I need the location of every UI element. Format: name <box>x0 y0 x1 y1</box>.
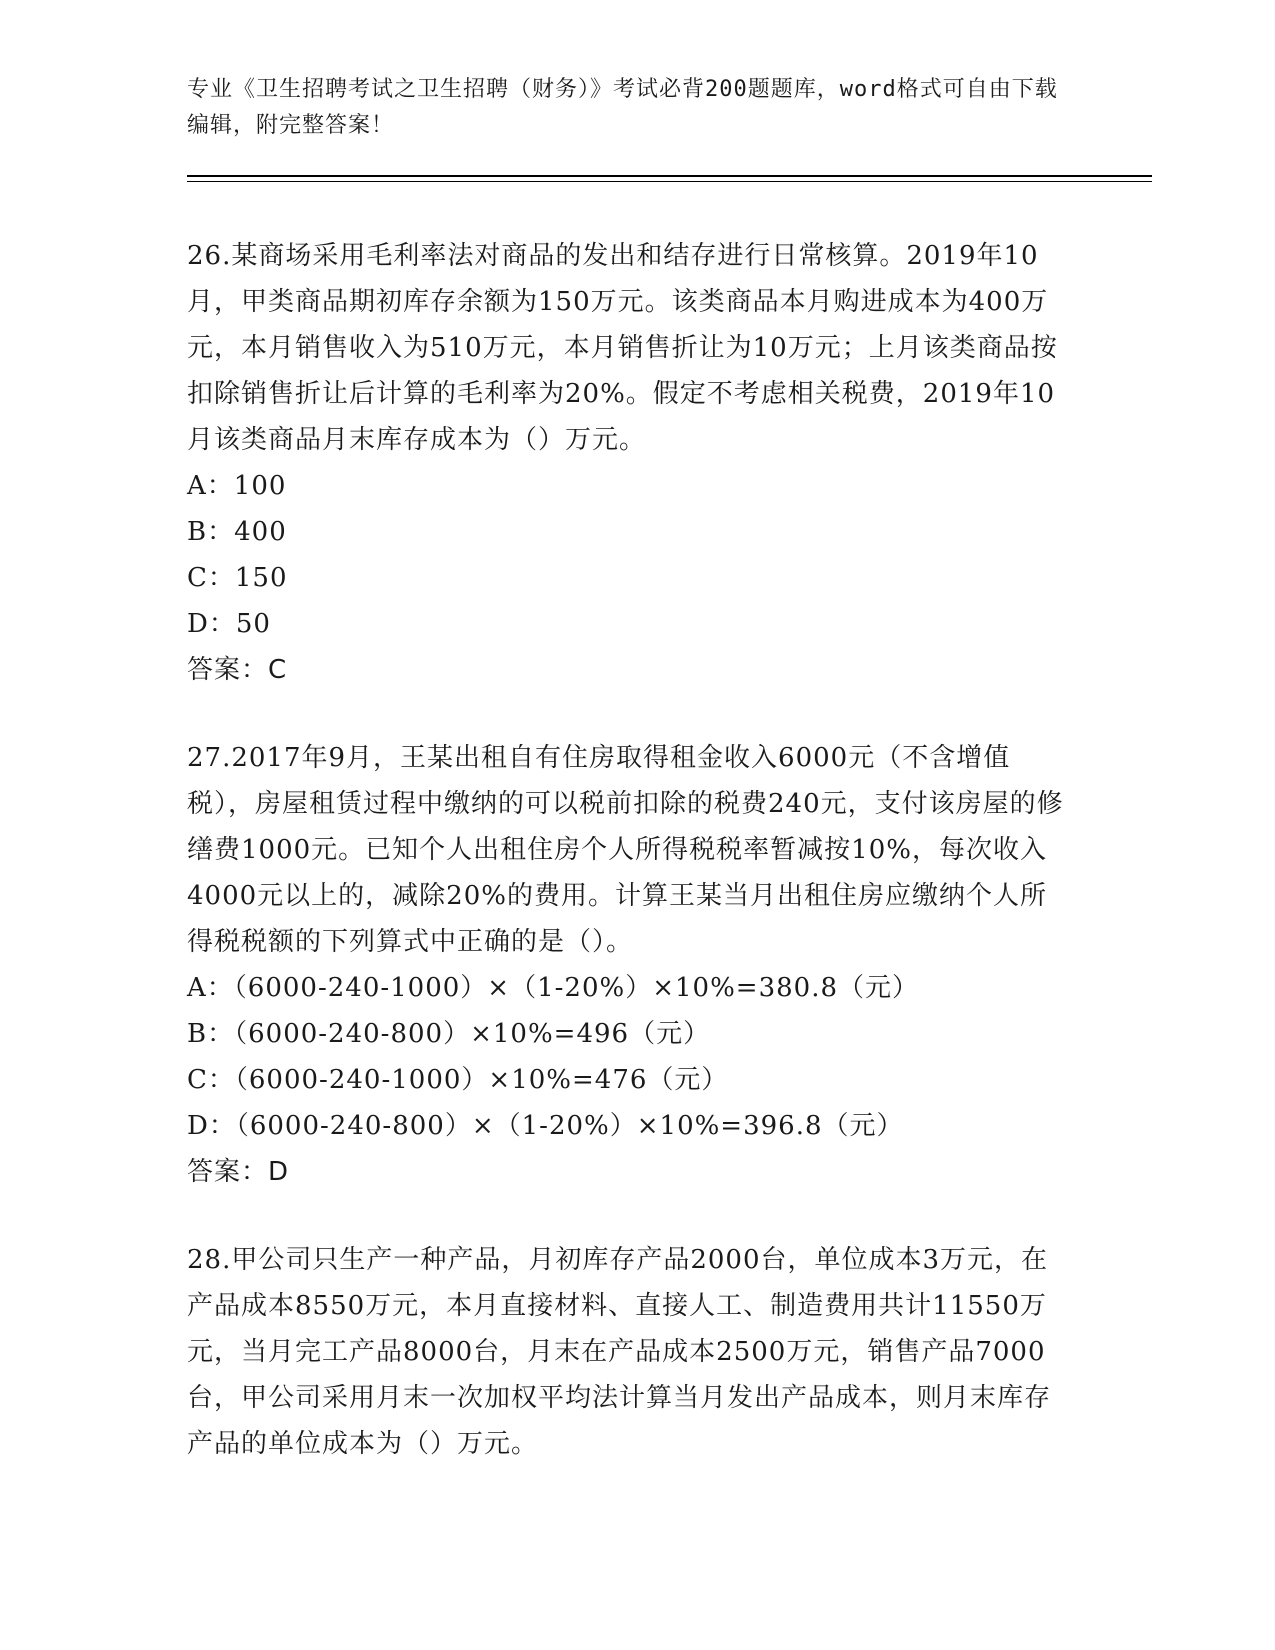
option-b: B：400 <box>187 517 287 547</box>
question-stem: 27.2017年9月，王某出租自有住房取得租金收入6000元（不含增值税），房屋租赁过程中缴纳的可以税前扣除的税费240元，支付该房屋的修缮费1000元。已知个人出租住房个人所得税税率暂减按10%，每次收入4000元以上的，减除20%的费用。计算王某当月出租住房应缴纳个人所得税税额的下列算式中正确的是（）。 <box>187 743 1064 957</box>
option-d: D：50 <box>187 609 271 639</box>
option-b: B：（6000-240-800）×10%=496（元） <box>187 1019 711 1049</box>
option-c: C：150 <box>187 563 288 593</box>
question-27 <box>187 735 1072 1195</box>
header-rule-thin <box>187 181 1152 182</box>
answer: 答案：C <box>187 655 288 685</box>
header-rule <box>187 175 1152 177</box>
answer: 答案：D <box>187 1157 290 1187</box>
option-a: A：（6000-240-1000）×（1-20%）×10%=380.8（元） <box>187 973 920 1003</box>
option-c: C：（6000-240-1000）×10%=476（元） <box>187 1065 729 1095</box>
question-28 <box>187 1237 1072 1467</box>
question-stem: 26.某商场采用毛利率法对商品的发出和结存进行日常核算。2019年10月，甲类商品期初库存余额为150万元。该类商品本月购进成本为400万元，本月销售收入为510万元，本月销售折让为10万元；上月该类商品按扣除销售折让后计算的毛利率为20%。假定不考虑相关税费，2019年10月该类商品月末库存成本为（）万元。 <box>187 241 1058 455</box>
option-d: D：（6000-240-800）×（1-20%）×10%=396.8（元） <box>187 1111 904 1141</box>
document-header: 专业《卫生招聘考试之卫生招聘（财务）》考试必背200题题库，word格式可自由下载编辑，附完整答案！ <box>187 77 1058 138</box>
option-a: A：100 <box>187 471 287 501</box>
question-stem: 28.甲公司只生产一种产品，月初库存产品2000台，单位成本3万元，在产品成本8550万元，本月直接材料、直接人工、制造费用共计11550万元，当月完工产品8000台，月末在产品成本2500万元，销售产品7000台，甲公司采用月末一次加权平均法计算当月发出产品成本，则月末库存产品的单位成本为（）万元。 <box>187 1245 1052 1459</box>
question-26 <box>187 233 1072 693</box>
